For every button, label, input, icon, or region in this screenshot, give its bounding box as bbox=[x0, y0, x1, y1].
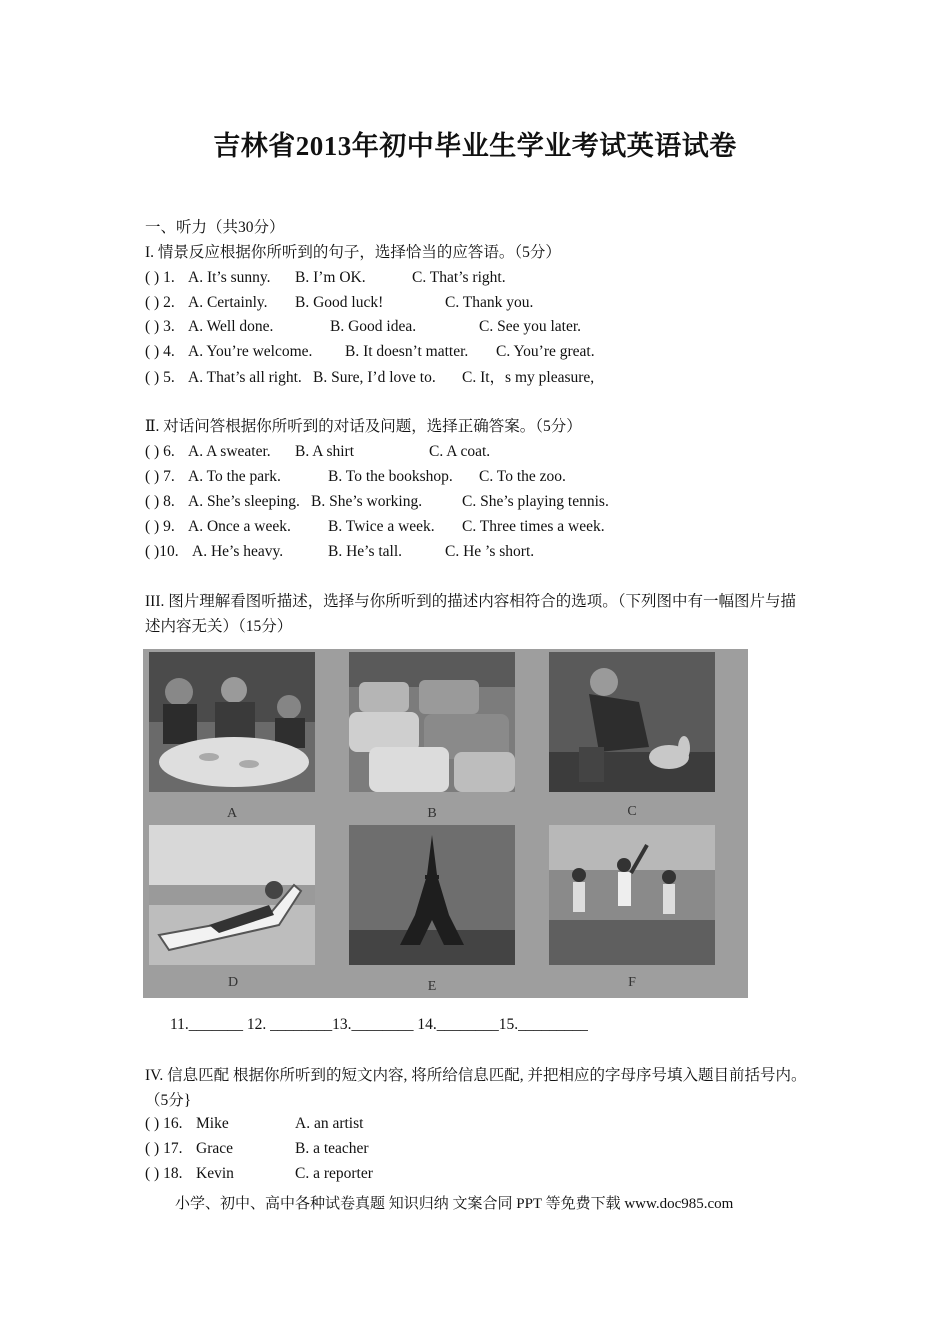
picture-d-sunbathing bbox=[149, 825, 315, 965]
footer-watermark: 小学、初中、高中各种试卷真题 知识归纳 文案合同 PPT 等免费下载 www.doc985.com bbox=[175, 1196, 734, 1212]
match-option: A. an artist bbox=[295, 1115, 364, 1132]
match-option: C. a reporter bbox=[295, 1165, 373, 1182]
picture-grid bbox=[143, 649, 748, 998]
option-a: A. He’s heavy. bbox=[192, 543, 284, 560]
part4-heading: IV. 信息匹配 根据你所听到的短文内容, 将所给信息匹配, 并把相应的字母序号填入题目前括号内。（5分} bbox=[145, 1067, 807, 1109]
answer-blanks: 11._______ 12. ________13.________ 14.________15._________ bbox=[170, 1016, 588, 1033]
option-c: C. That’s right. bbox=[412, 269, 506, 286]
person-name: Mike bbox=[196, 1115, 229, 1132]
option-c: C. He ’s short. bbox=[445, 543, 535, 560]
question-number: ( ) 9. bbox=[145, 518, 175, 535]
picture-label-b: B bbox=[427, 806, 437, 821]
picture-c-feeding-rabbit bbox=[549, 652, 715, 792]
option-c: C. See you later. bbox=[479, 318, 582, 335]
option-b: B. Good luck! bbox=[295, 294, 384, 311]
option-a: A. That’s all right. bbox=[188, 369, 302, 386]
option-a: A. Once a week. bbox=[188, 518, 291, 535]
question-number: ( ) 8. bbox=[145, 493, 175, 510]
option-c: C. It，s my pleasure, bbox=[462, 369, 595, 386]
option-a: A. To the park. bbox=[188, 468, 281, 485]
part1-heading: I. 情景反应根据你所听到的句子，选择恰当的应答语。（5分） bbox=[145, 244, 561, 261]
option-c: C. Thank you. bbox=[445, 294, 534, 311]
part3-heading: III. 图片理解看图听描述，选择与你所听到的描述内容相符合的选项。（下列图中有一幅图片与描述内容无关）（15分） bbox=[145, 593, 796, 635]
question-number: ( ) 3. bbox=[145, 318, 175, 335]
question-number: ( )10. bbox=[145, 543, 179, 560]
exam-title: 吉林省2013年初中毕业生学业考试英语试卷 bbox=[213, 131, 737, 161]
option-b: B. To the bookshop. bbox=[328, 468, 453, 485]
section-listening-heading: 一、听力（共30分） bbox=[145, 219, 285, 236]
picture-label-e: E bbox=[427, 979, 437, 994]
option-b: B. Good idea. bbox=[330, 318, 417, 335]
option-a: A. It’s sunny. bbox=[188, 269, 271, 286]
option-b: B. I’m OK. bbox=[295, 269, 366, 286]
option-c: C. A coat. bbox=[429, 443, 491, 460]
picture-b-traffic-jam bbox=[349, 652, 515, 792]
match-option: B. a teacher bbox=[295, 1140, 369, 1157]
option-b: B. A shirt bbox=[295, 443, 355, 460]
option-a: A. She’s sleeping. bbox=[188, 493, 300, 510]
option-c: C. You’re great. bbox=[496, 343, 595, 360]
option-b: B. She’s working. bbox=[311, 493, 423, 510]
picture-e-eiffel-tower bbox=[349, 825, 515, 965]
option-a: A. Certainly. bbox=[188, 294, 268, 311]
picture-label-a: A bbox=[226, 806, 238, 821]
option-a: A. A sweater. bbox=[188, 443, 271, 460]
question-number: ( ) 6. bbox=[145, 443, 175, 460]
option-b: B. He’s tall. bbox=[328, 543, 403, 560]
option-c: C. She’s playing tennis. bbox=[462, 493, 609, 510]
option-c: C. To the zoo. bbox=[479, 468, 566, 485]
question-number: ( ) 4. bbox=[145, 343, 175, 360]
part2-heading: Ⅱ. 对话问答根据你所听到的对话及问题，选择正确答案。（5分） bbox=[145, 418, 582, 435]
picture-label-f: F bbox=[628, 975, 636, 990]
option-b: B. Sure, I’d love to. bbox=[313, 369, 436, 386]
person-name: Grace bbox=[196, 1140, 233, 1157]
picture-f-running-race bbox=[549, 825, 715, 965]
option-c: C. Three times a week. bbox=[462, 518, 605, 535]
question-number: ( ) 7. bbox=[145, 468, 175, 485]
picture-label-d: D bbox=[227, 975, 239, 990]
option-a: A. You’re welcome. bbox=[188, 343, 313, 360]
option-b: B. Twice a week. bbox=[328, 518, 435, 535]
picture-label-c: C bbox=[627, 804, 637, 819]
picture-a-family-dinner bbox=[149, 652, 315, 792]
question-number: ( ) 16. bbox=[145, 1115, 183, 1132]
question-number: ( ) 1. bbox=[145, 269, 175, 286]
question-number: ( ) 17. bbox=[145, 1140, 183, 1157]
option-b: B. It doesn’t matter. bbox=[345, 343, 469, 360]
option-a: A. Well done. bbox=[188, 318, 274, 335]
question-number: ( ) 18. bbox=[145, 1165, 183, 1182]
question-number: ( ) 5. bbox=[145, 369, 175, 386]
person-name: Kevin bbox=[196, 1165, 234, 1182]
question-number: ( ) 2. bbox=[145, 294, 175, 311]
